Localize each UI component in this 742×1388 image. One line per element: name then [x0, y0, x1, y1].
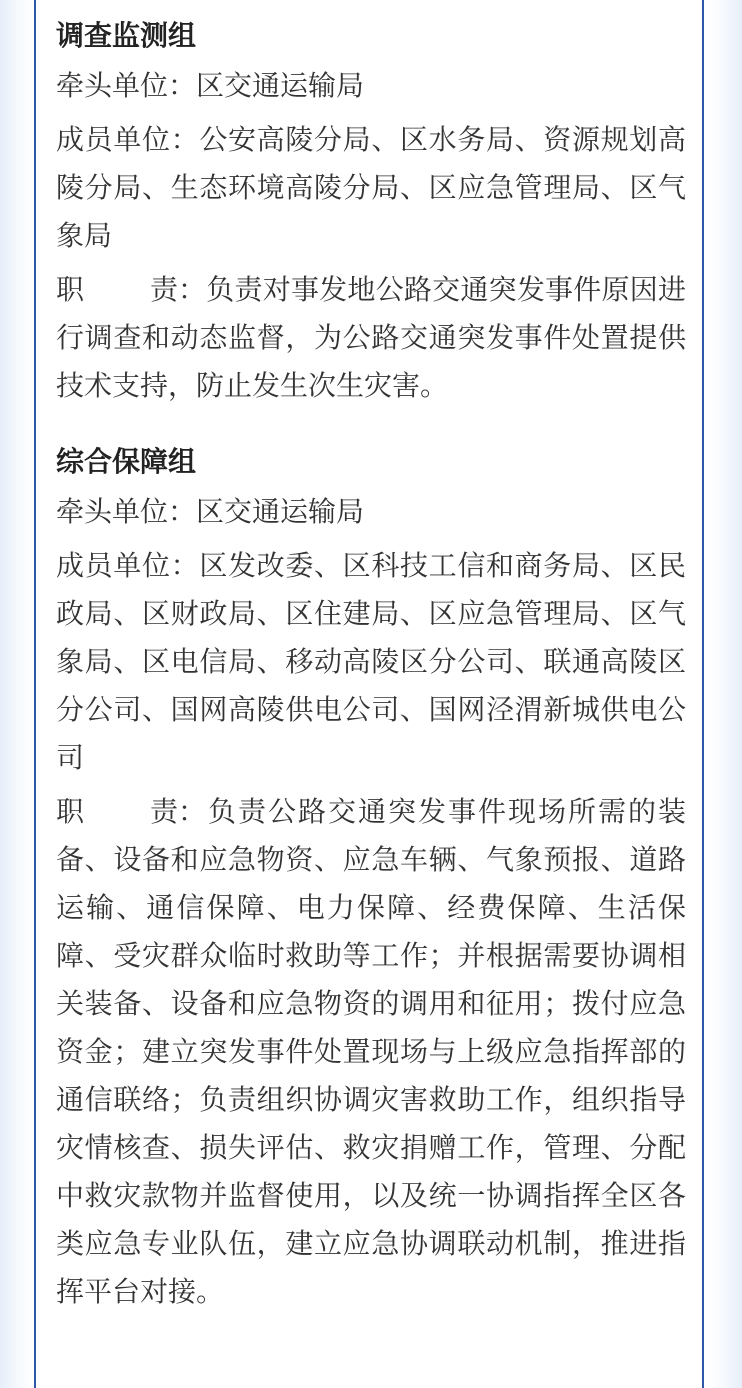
lead-unit	[56, 488, 686, 536]
duties-label	[56, 788, 206, 836]
member-units-label: 成员单位：	[56, 549, 200, 582]
lead-unit-label: 牵头单位：	[56, 69, 197, 102]
lead-unit-label: 牵头单位：	[56, 495, 197, 528]
lead-unit	[56, 62, 686, 110]
member-units-label: 成员单位：	[56, 123, 200, 156]
group-comprehensive-support	[56, 442, 686, 1316]
lead-unit-value: 区交通运输局	[196, 495, 365, 528]
duties	[56, 788, 686, 1316]
member-units	[56, 116, 686, 260]
duties-label	[56, 266, 206, 314]
article-body	[56, 16, 686, 1322]
duties-label-part-b: 责：	[149, 795, 206, 828]
group-title: 调查监测组	[56, 19, 197, 52]
group-title: 综合保障组	[56, 445, 197, 478]
member-units-value: 区发改委、区科技工信和商务局、区民政局、区财政局、区住建局、区应急管理局、区气象局、区电信局、移动高陵区分公司、联通高陵区分公司、国网高陵供电公司、国网泾渭新城供电公司	[56, 549, 686, 774]
member-units	[56, 542, 686, 782]
duties-value: 负责对事发地公路交通突发事件原因进行调查和动态监督，为公路交通突发事件处置提供技术支持，防止发生次生灾害。	[56, 273, 686, 402]
duties	[56, 266, 686, 410]
member-units-value: 公安高陵分局、区水务局、资源规划高陵分局、生态环境高陵分局、区应急管理局、区气象局	[56, 123, 686, 252]
lead-unit-value: 区交通运输局	[196, 69, 365, 102]
duties-label-part-a: 职	[56, 795, 85, 828]
group-investigation-monitoring	[56, 16, 686, 410]
content-panel	[34, 0, 704, 1388]
duties-value: 负责公路交通突发事件现场所需的装备、设备和应急物资、应急车辆、气象预报、道路运输、通信保障、电力保障、经费保障、生活保障、受灾群众临时救助等工作；并根据需要协调相关装备、设备和应急物资的调用和征用；拨付应急资金；建立突发事件处置现场与上级应急指挥部的通信联络；负责组织协调灾害救助工作，组织指导灾情核查、损失评估、救灾捐赠工作，管理、分配中救灾款物并监督使用，以及统一协调指挥全区各类应急专业队伍，建立应急协调联动机制，推进指挥平台对接。	[56, 795, 686, 1308]
duties-label-part-b: 责：	[149, 273, 206, 306]
duties-label-part-a: 职	[56, 273, 85, 306]
